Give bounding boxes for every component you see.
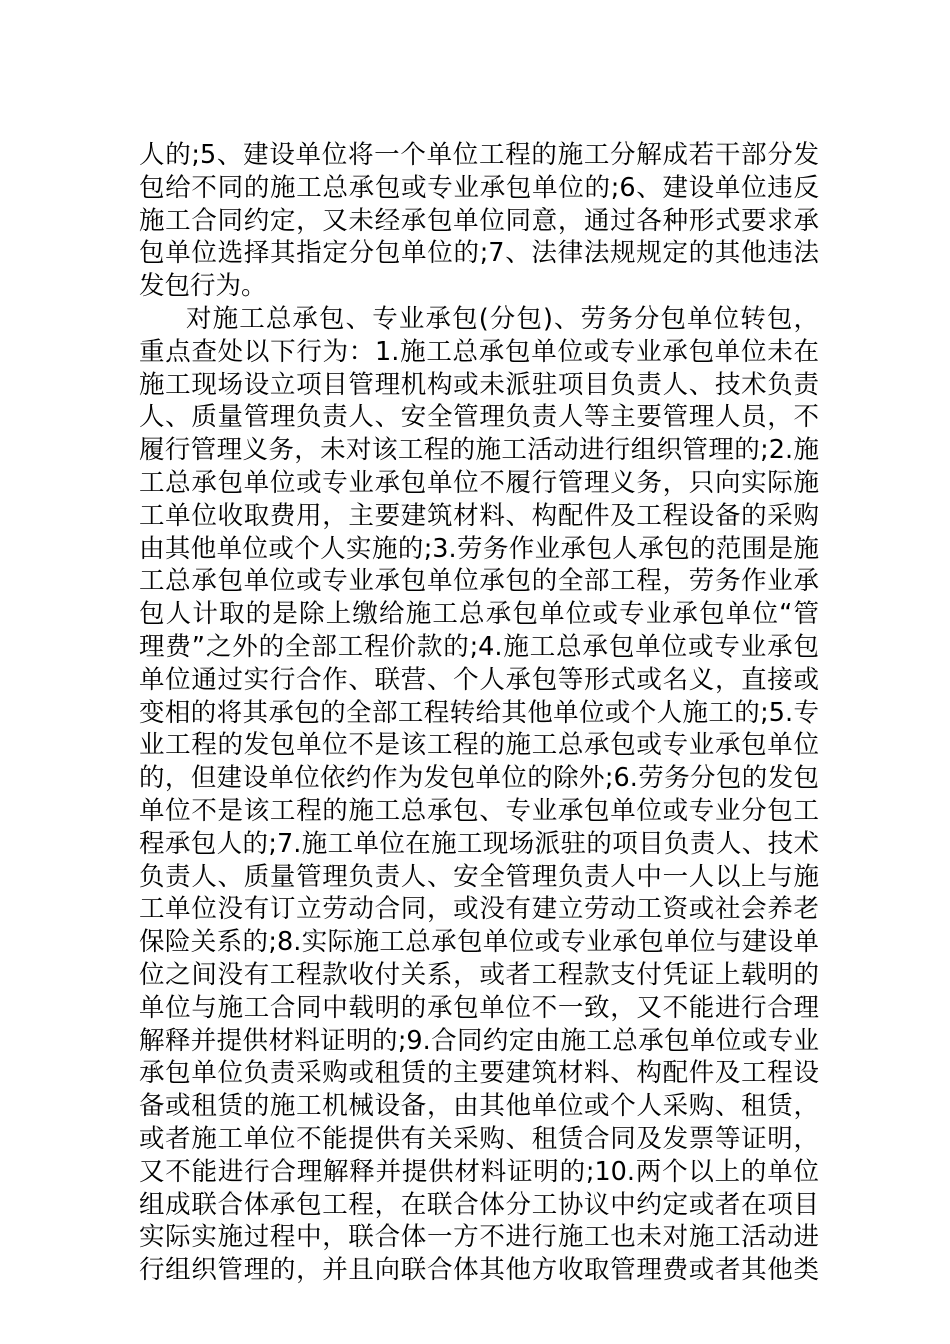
- text-line: 单位与施工合同中载明的承包单位不一致，又不能进行合理: [139, 992, 819, 1023]
- text-line: 程承包人的;7.施工单位在施工现场派驻的项目负责人、技术: [139, 828, 819, 859]
- text-line: 实际实施过程中，联合体一方不进行施工也未对施工活动进: [139, 1222, 819, 1253]
- document-body: [139, 139, 819, 1287]
- text-line: 履行管理义务，未对该工程的施工活动进行组织管理的;2.施: [139, 435, 819, 466]
- paragraph-1: [139, 139, 819, 303]
- text-line: 保险关系的;8.实际施工总承包单位或专业承包单位与建设单: [139, 927, 819, 958]
- text-line: 包人计取的是除上缴给施工总承包单位或专业承包单位“管: [139, 599, 819, 630]
- text-line: 单位通过实行合作、联营、个人承包等形式或名义，直接或: [139, 664, 819, 695]
- text-line: 工总承包单位或专业承包单位承包的全部工程，劳务作业承: [139, 566, 819, 597]
- text-line: 人的;5、建设单位将一个单位工程的施工分解成若干部分发: [139, 140, 819, 170]
- text-line: 又不能进行合理解释并提供材料证明的;10.两个以上的单位: [139, 1156, 819, 1187]
- text-line: 理费”之外的全部工程价款的;4.施工总承包单位或专业承包: [139, 631, 819, 662]
- text-line: 或者施工单位不能提供有关采购、租赁合同及发票等证明，: [139, 1123, 819, 1154]
- text-line: 施工现场设立项目管理机构或未派驻项目负责人、技术负责: [139, 369, 819, 400]
- text-line: 解释并提供材料证明的;9.合同约定由施工总承包单位或专业: [139, 1025, 819, 1056]
- text-line: 对施工总承包、专业承包(分包)、劳务分包单位转包，: [186, 303, 819, 334]
- text-line: 由其他单位或个人实施的;3.劳务作业承包人承包的范围是施: [139, 533, 819, 564]
- text-line: 重点查处以下行为：1.施工总承包单位或专业承包单位未在: [139, 336, 819, 367]
- text-line: 工总承包单位或专业承包单位不履行管理义务，只向实际施: [139, 467, 819, 498]
- text-line: 施工合同约定，又未经承包单位同意，通过各种形式要求承: [139, 205, 819, 236]
- text-line: 业工程的发包单位不是该工程的施工总承包或专业承包单位: [139, 730, 819, 761]
- text-line: 人、质量管理负责人、安全管理负责人等主要管理人员，不: [139, 402, 819, 433]
- text-line: 包单位选择其指定分包单位的;7、法律法规规定的其他违法: [139, 238, 819, 269]
- text-line: 负责人、质量管理负责人、安全管理负责人中一人以上与施: [139, 861, 819, 892]
- text-line: 的，但建设单位依约作为发包单位的除外;6.劳务分包的发包: [139, 763, 819, 794]
- text-line: 单位不是该工程的施工总承包、专业承包单位或专业分包工: [139, 795, 819, 826]
- text-line: 承包单位负责采购或租赁的主要建筑材料、构配件及工程设: [139, 1058, 819, 1089]
- text-line: 包给不同的施工总承包或专业承包单位的;6、建设单位违反: [139, 172, 819, 203]
- text-line: 发包行为。: [139, 271, 267, 302]
- text-line: 工单位没有订立劳动合同，或没有建立劳动工资或社会养老: [139, 894, 819, 925]
- paragraph-2: [139, 303, 819, 1287]
- text-line: 备或租赁的施工机械设备，由其他单位或个人采购、租赁，: [139, 1091, 819, 1122]
- text-line: 位之间没有工程款收付关系，或者工程款支付凭证上载明的: [139, 959, 819, 990]
- text-line: 组成联合体承包工程，在联合体分工协议中约定或者在项目: [139, 1189, 819, 1220]
- text-line: 工单位收取费用，主要建筑材料、构配件及工程设备的采购: [139, 500, 819, 531]
- text-line: 变相的将其承包的全部工程转给其他单位或个人施工的;5.专: [139, 697, 819, 728]
- text-line: 行组织管理的，并且向联合体其他方收取管理费或者其他类: [139, 1255, 819, 1286]
